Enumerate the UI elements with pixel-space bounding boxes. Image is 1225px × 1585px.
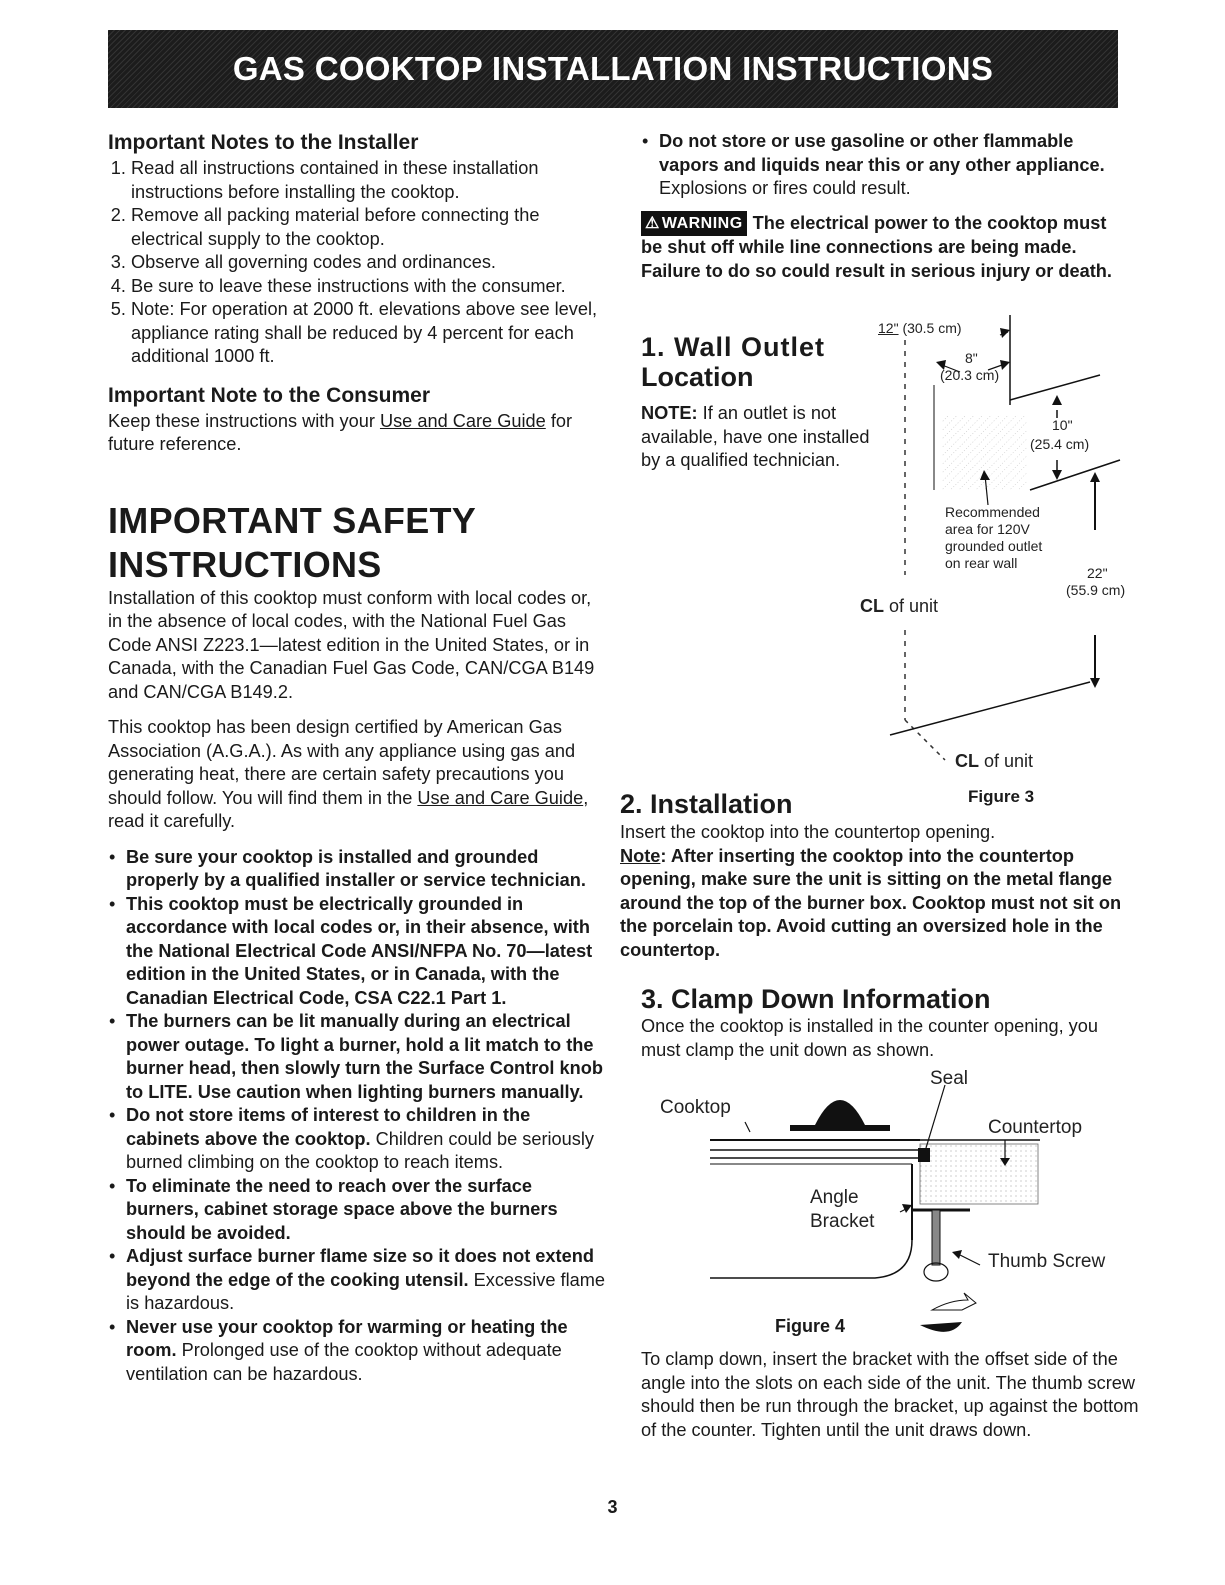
dim-10-cm: (25.4 cm) <box>1030 436 1090 452</box>
consumer-note-text <box>108 410 608 457</box>
safety-bullet <box>126 1175 608 1246</box>
dim-22-arrow-up <box>1090 472 1100 482</box>
safety-para-2 <box>108 716 608 834</box>
wall-outlet-note-text: If an outlet is not available, have one installed by a qualified technician. <box>641 403 870 470</box>
safety-heading-line2: INSTRUCTIONS <box>108 543 382 585</box>
bracket-label: Bracket <box>810 1211 875 1232</box>
safety-bullet-normal: Prolonged use of the cooktop without adequate ventilation can be hazardous. <box>126 1340 562 1384</box>
warning-triangle-icon: ⚠ <box>645 214 660 232</box>
recommended-line: grounded outlet <box>945 538 1043 554</box>
installation-text: Insert the cooktop into the countertop opening. <box>620 822 996 842</box>
countertop-label: Countertop <box>988 1117 1083 1138</box>
safety-bullet-normal: Excessive flame is hazardous. <box>126 1269 606 1313</box>
left-column <box>108 130 608 1386</box>
cl-label: CL <box>955 751 979 771</box>
wall-outlet-note-label: NOTE: <box>641 403 698 423</box>
wall-top-line <box>1010 375 1100 400</box>
page-title: GAS COOKTOP INSTALLATION INSTRUCTIONS <box>232 50 994 87</box>
warning-badge <box>641 211 747 237</box>
clamp-intro: Once the cooktop is installed in the counter opening, you must clamp the unit down as shown. <box>641 1016 1099 1060</box>
seal-pointer <box>926 1085 945 1148</box>
thumb-screw-icon <box>932 1210 940 1265</box>
cl-label: CL <box>860 596 884 616</box>
dim-10-arrow-down <box>1052 470 1062 480</box>
safety-bullet <box>126 1104 608 1175</box>
clamp-outro-block <box>641 1348 1141 1442</box>
wall-outlet-heading-line1: 1. Wall Outlet <box>641 332 826 362</box>
safety-para-2-after: , read it carefully. <box>108 787 589 831</box>
safety-bullet-normal: Children could be seriously burned climbing on the cooktop to reach items. <box>126 1128 594 1172</box>
figure-4-label <box>775 1316 845 1337</box>
rotation-arrow-outline <box>932 1293 976 1310</box>
angle-label: Angle <box>810 1187 859 1208</box>
thumb-screw-label: Thumb Screw <box>988 1251 1106 1272</box>
cl-of-unit-bottom <box>955 750 1033 772</box>
safety-bullet <box>126 1010 608 1104</box>
installation-note <box>620 845 1130 963</box>
grate-base <box>790 1125 890 1131</box>
safety-heading-line1: IMPORTANT SAFETY <box>108 499 477 541</box>
dim-8-arrow-right <box>1000 360 1010 370</box>
clamp-heading: 3. Clamp Down Information <box>641 984 991 1014</box>
installation-note-text: : After inserting the cooktop into the countertop opening, make sure the unit is sitting on the metal flange around the top of the burner box. Cooktop must not sit on the porcelain top. Avoid cutting an oversized hole in the countertop. <box>620 845 1122 960</box>
warning-badge-label: WARNING <box>661 214 743 232</box>
wall-outlet-heading-line2: Location <box>641 362 754 392</box>
safety-bullet-bold: Be sure your cooktop is installed and grounded properly by a qualified installer or service technician. <box>126 846 586 890</box>
consumer-note-text-before: Keep these instructions with your <box>108 410 380 431</box>
installer-notes-heading: Important Notes to the Installer <box>108 131 419 154</box>
figure-4-label-text: Figure 4 <box>775 1316 846 1336</box>
title-banner <box>108 30 1118 108</box>
cooktop-pointer <box>745 1122 750 1132</box>
consumer-note-text-after: for future reference. <box>108 410 573 454</box>
installer-note-item: 4. Be sure to leave these instructions with the consumer. <box>131 275 608 299</box>
use-care-guide-link: Use and Care Guide <box>379 410 546 431</box>
use-care-guide-link-2: Use and Care Guide <box>417 787 584 808</box>
dim-12-label <box>878 320 962 336</box>
floor-line <box>890 682 1090 735</box>
page-number: 3 <box>607 1497 618 1517</box>
seal-label: Seal <box>930 1068 969 1089</box>
cl-suffix: of unit <box>884 596 939 616</box>
safety-bullet-bold: Never use your cooktop for warming or heating the room. <box>126 1316 568 1360</box>
installation-section <box>620 787 1130 962</box>
safety-bullet-bold: The burners can be lit manually during an electrical power outage. To light a burner, hold a lit match to the burner head, then slowly turn the Surface Control knob to LITE. Use caution when lighting burners manually. <box>126 1011 603 1102</box>
safety-bullet <box>126 1245 608 1316</box>
safety-bullet-bold: Do not store items of interest to children in the cabinets above the cooktop. <box>126 1105 531 1149</box>
burner-grate-icon <box>815 1100 865 1125</box>
warning-paragraph <box>641 211 1131 284</box>
installer-note-item: 3. Observe all governing codes and ordinances. <box>131 251 608 275</box>
installation-note-label: Note <box>620 845 661 866</box>
dim-8-cm: (20.3 cm) <box>940 367 1000 383</box>
dim-10-arrow-up <box>1052 395 1062 405</box>
flammable-bullet-bold: Do not store or use gasoline or other flammable vapors and liquids near this or any other appliance. <box>659 131 1105 175</box>
installer-notes-list <box>108 157 608 369</box>
bracket-arrow <box>902 1204 912 1213</box>
seal-icon <box>918 1148 930 1162</box>
cl-suffix: of unit <box>979 751 1034 771</box>
screw-arrow <box>952 1250 962 1259</box>
recommended-area-label <box>945 504 1042 572</box>
safety-bullet <box>126 846 608 893</box>
dim-8-value: 8" <box>965 350 978 366</box>
recommended-line: area for 120V <box>945 521 1030 537</box>
installation-heading: 2. Installation <box>620 789 793 819</box>
dim-22-value: 22" <box>1087 565 1108 581</box>
rotation-arrow-icon <box>920 1322 962 1332</box>
safety-bullet <box>126 1316 608 1387</box>
safety-bullet-bold: To eliminate the need to reach over the surface burners, cabinet storage space above the burners should be avoided. <box>126 1175 558 1243</box>
flammable-bullet-normal: Explosions or fires could result. <box>659 178 911 198</box>
dim-22-arrow-down <box>1090 678 1100 688</box>
wall-mid-line <box>1030 460 1120 490</box>
safety-bullet-bold: This cooktop must be electrically grounded in accordance with local codes or, in their absence, with the National Electrical Code ANSI/NFPA No. 70—latest edition in the United States, or in Canada, with the Canadian Electrical Code, CSA C22.1 Part 1. <box>126 893 593 1008</box>
wall-outlet-section <box>641 332 871 473</box>
safety-bullets <box>108 846 608 1387</box>
wall-outlet-note <box>641 402 871 473</box>
dim-12-cm: (30.5 cm) <box>902 320 962 336</box>
flammable-bullet <box>659 130 1131 201</box>
recommended-line: Recommended <box>945 504 1040 520</box>
clamp-outro: To clamp down, insert the bracket with the offset side of the angle into the slots on each side of the unit. The thumb screw should then be run through the bracket, up against the bottom of the counter. Tighten until the unit draws down. <box>641 1349 1139 1440</box>
installer-note-item: 1. Read all instructions contained in these installation instructions before installing the cooktop. <box>131 157 608 204</box>
thumb-screw-head <box>924 1263 948 1281</box>
installer-note-item: 5. Note: For operation at 2000 ft. elevations above see level, appliance rating shall be reduced by 4 percent for each additional 1000 ft. <box>131 298 608 369</box>
figure-3-label: Figure 3 <box>968 787 1035 806</box>
clamp-section <box>641 983 1131 1062</box>
recommended-line: on rear wall <box>945 555 1018 571</box>
screw-pointer <box>960 1255 980 1265</box>
countertop-block <box>920 1144 1038 1204</box>
cl-of-unit-top <box>860 595 938 617</box>
safety-para-2-before: This cooktop has been design certified by American Gas Association (A.G.A.). As with any appliance using gas and generating heat, there are certain safety precautions you should follow. You will find them in the <box>108 717 576 808</box>
flammable-bullet-list <box>641 130 1131 201</box>
installer-note-item: 2. Remove all packing material before connecting the electrical supply to the cooktop. <box>131 204 608 251</box>
right-column-top <box>641 130 1131 283</box>
consumer-note-heading: Important Note to the Consumer <box>108 383 431 407</box>
dim-12-value: 12" <box>878 320 899 336</box>
safety-para-1: Installation of this cooktop must conform with local codes or, in the absence of local codes, with the National Fuel Gas Code ANSI Z223.1—latest edition in the United States, or in Canada, with the Canadian Fuel Gas Code, CAN/CGA B149 and CAN/CGA B149.2. <box>108 587 595 702</box>
dim-22-cm: (55.9 cm) <box>1066 582 1126 598</box>
burner-box-line <box>710 1240 912 1278</box>
safety-bullet-bold: Adjust surface burner flame size so it does not extend beyond the edge of the cooking utensil. <box>126 1246 594 1290</box>
safety-bullet <box>126 893 608 1011</box>
dim-12-arrow <box>1000 328 1010 338</box>
warning-text: The electrical power to the cooktop must be shut off while line connections are being made. Failure to do so could result in serious injury or death. <box>641 212 1112 281</box>
dim-10-value: 10" <box>1052 417 1073 433</box>
cooktop-label: Cooktop <box>660 1097 731 1118</box>
